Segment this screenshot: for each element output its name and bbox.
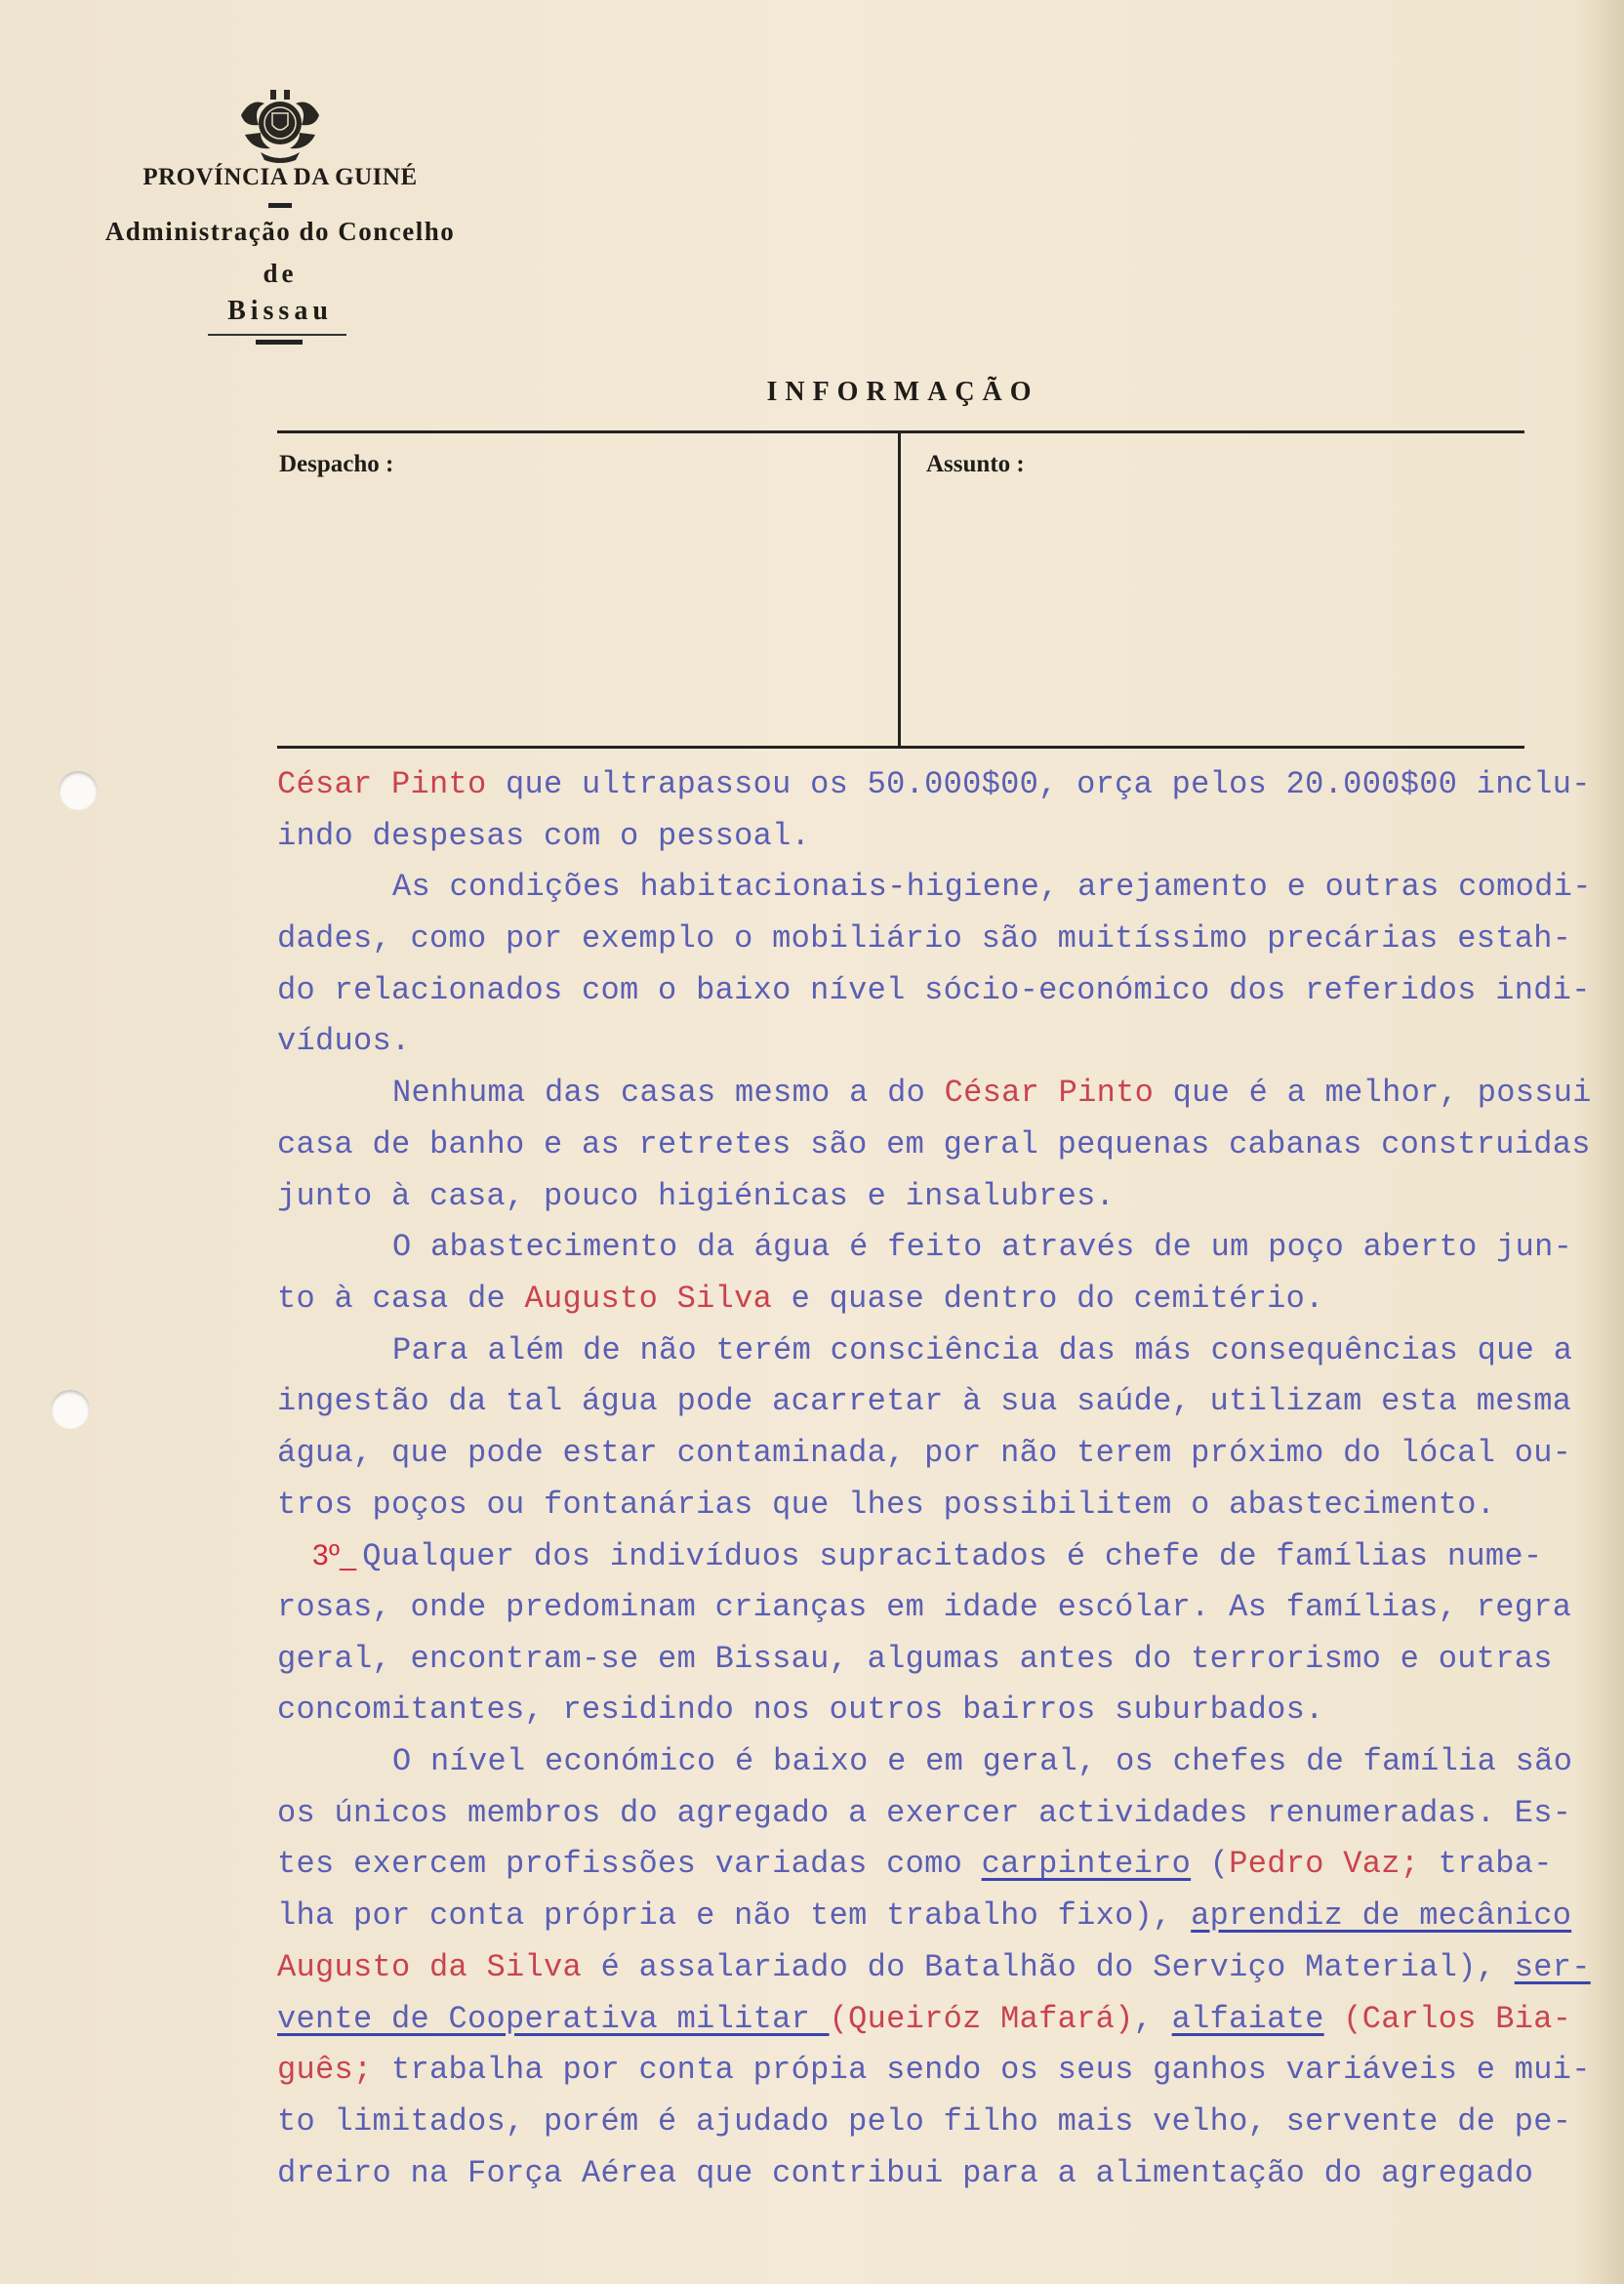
text-line xyxy=(277,2045,1624,2097)
text-segment: lha por conta própria e não tem trabalho fixo), xyxy=(277,1897,1192,1935)
form-title: INFORMAÇÃO xyxy=(766,377,1039,407)
text-segment: As condições habitacionais-higiene, arejamento e outras comodi- xyxy=(392,869,1592,906)
text-line xyxy=(277,1685,1624,1736)
text-segment: Nenhuma das casas mesmo a do xyxy=(392,1075,945,1112)
text-segment: víduos. xyxy=(277,1023,411,1060)
text-segment: O abastecimento da água é feito através de um poço aberto jun- xyxy=(392,1229,1573,1266)
header-divider xyxy=(268,203,292,208)
text-segment: água, que pode estar contaminada, por não terem próximo do lócal ou- xyxy=(277,1434,1572,1471)
text-segment: do relacionados com o baixo nível sócio-económico dos referidos indi- xyxy=(277,971,1591,1008)
typed-body-text xyxy=(277,759,1624,2199)
text-line xyxy=(277,965,1624,1017)
form-top-rule xyxy=(277,430,1524,433)
text-segment: , xyxy=(1133,2000,1172,2037)
text-line xyxy=(277,811,1624,863)
text-segment: rosas, onde predominam crianças em idade escólar. As famílias, regra xyxy=(277,1589,1572,1625)
text-segment: junto à casa, pouco higiénicas e insalubres. xyxy=(277,1177,1116,1214)
underlined-profession: alfaiate xyxy=(1171,2000,1324,2037)
name-highlight: Pedro Vaz; xyxy=(1229,1846,1420,1883)
underlined-profession: aprendiz de mecânico xyxy=(1191,1897,1572,1935)
handwritten-section-number: 3º_ xyxy=(312,1539,357,1572)
province-name: PROVÍNCIA DA GUINÉ xyxy=(142,164,418,190)
city-underline xyxy=(208,334,346,336)
text-line xyxy=(277,914,1624,965)
city-underline-bar xyxy=(256,340,303,345)
name-highlight: guês; xyxy=(277,2052,373,2089)
text-line xyxy=(277,1274,1624,1326)
text-line xyxy=(277,1376,1624,1428)
administration-de: de xyxy=(263,259,298,288)
text-line xyxy=(277,1016,1624,1068)
text-segment: dreiro na Força Aérea que contribui para a alimentação do agregado xyxy=(277,2154,1534,2191)
punch-hole xyxy=(51,1390,90,1429)
despacho-label: Despacho : xyxy=(279,451,394,477)
text-segment: Para além de não terém consciência das más consequências que a xyxy=(392,1331,1573,1368)
text-line xyxy=(277,2097,1624,2148)
underlined-profession: ser- xyxy=(1514,1948,1591,1985)
text-line xyxy=(277,1326,1624,1377)
text-segment: geral, encontram-se em Bissau, algumas antes do terrorismo e outras xyxy=(277,1640,1553,1677)
text-segment: casa de banho e as retretes são em geral pequenas cabanas construidas xyxy=(277,1125,1591,1162)
text-line xyxy=(277,1068,1624,1120)
text-segment xyxy=(1324,2001,1344,2037)
underlined-profession: carpinteiro xyxy=(981,1846,1192,1883)
name-highlight: Augusto Silva xyxy=(524,1280,773,1317)
text-line xyxy=(277,1530,1624,1582)
text-line xyxy=(277,1942,1624,1994)
coat-of-arms-emblem xyxy=(231,86,329,164)
assunto-label: Assunto : xyxy=(926,451,1025,477)
text-segment: tros poços ou fontanárias que lhes possibilitem o abastecimento. xyxy=(277,1486,1496,1523)
text-segment: ( xyxy=(1191,1846,1230,1883)
text-segment: trabalha por conta própia sendo os seus ganhos variáveis e mui- xyxy=(372,2052,1591,2089)
name-highlight: (Queiróz Mafará) xyxy=(829,2000,1134,2037)
text-segment: O nível económico é baixo e em geral, os chefes de família são xyxy=(392,1743,1573,1780)
administration-name: Administração do Concelho xyxy=(104,217,456,246)
underlined-profession: vente de Cooperativa militar xyxy=(277,2000,830,2037)
text-segment: dades, como por exemplo o mobiliário são muitíssimo precárias estah- xyxy=(277,920,1572,958)
name-highlight: Augusto da Silva xyxy=(277,1948,583,1985)
text-segment: concomitantes, residindo nos outros bairros suburbados. xyxy=(277,1692,1324,1729)
name-highlight: César Pinto xyxy=(944,1075,1155,1112)
text-segment: ingestão da tal água pode acarretar à sua saúde, utilizam esta mesma xyxy=(277,1383,1572,1420)
text-line xyxy=(277,1480,1624,1531)
form-bottom-rule xyxy=(277,746,1524,749)
text-segment: e quase dentro do cemitério. xyxy=(772,1280,1324,1317)
name-highlight: César Pinto xyxy=(277,766,487,802)
form-column-divider xyxy=(898,432,901,747)
text-segment: tes exercem profissões variadas como xyxy=(277,1846,982,1883)
punch-hole xyxy=(59,771,98,810)
text-segment: que é a melhor, possui xyxy=(1154,1075,1592,1112)
text-segment: Qualquer dos indivíduos supracitados é chefe de famílias nume- xyxy=(362,1538,1543,1575)
text-line xyxy=(277,1428,1624,1480)
text-line xyxy=(277,1582,1624,1634)
text-line xyxy=(277,759,1624,811)
text-line xyxy=(277,1120,1624,1171)
text-line xyxy=(277,1736,1624,1788)
text-segment: to limitados, porém é ajudado pelo filho mais velho, servente de pe- xyxy=(277,2102,1572,2140)
city-name: Bissau xyxy=(227,296,333,326)
text-line xyxy=(277,1222,1624,1274)
text-segment: to à casa de xyxy=(277,1280,525,1317)
text-line xyxy=(277,1994,1624,2046)
text-line xyxy=(277,1891,1624,1942)
text-segment: os únicos membros do agregado a exercer actividades renumeradas. Es- xyxy=(277,1794,1572,1831)
text-segment: indo despesas com o pessoal. xyxy=(277,817,811,854)
text-segment: traba- xyxy=(1419,1846,1553,1883)
text-line xyxy=(277,1839,1624,1891)
text-line xyxy=(277,1171,1624,1223)
text-line xyxy=(277,862,1624,914)
text-segment: é assalariado do Batalhão do Serviço Material), xyxy=(582,1948,1515,1985)
text-line xyxy=(277,1634,1624,1686)
text-line xyxy=(277,2148,1624,2200)
text-segment: que ultrapassou os 50.000$00, orça pelos 20.000$00 inclu- xyxy=(486,766,1591,802)
text-line xyxy=(277,1788,1624,1840)
name-highlight: (Carlos Bia- xyxy=(1343,2000,1572,2037)
